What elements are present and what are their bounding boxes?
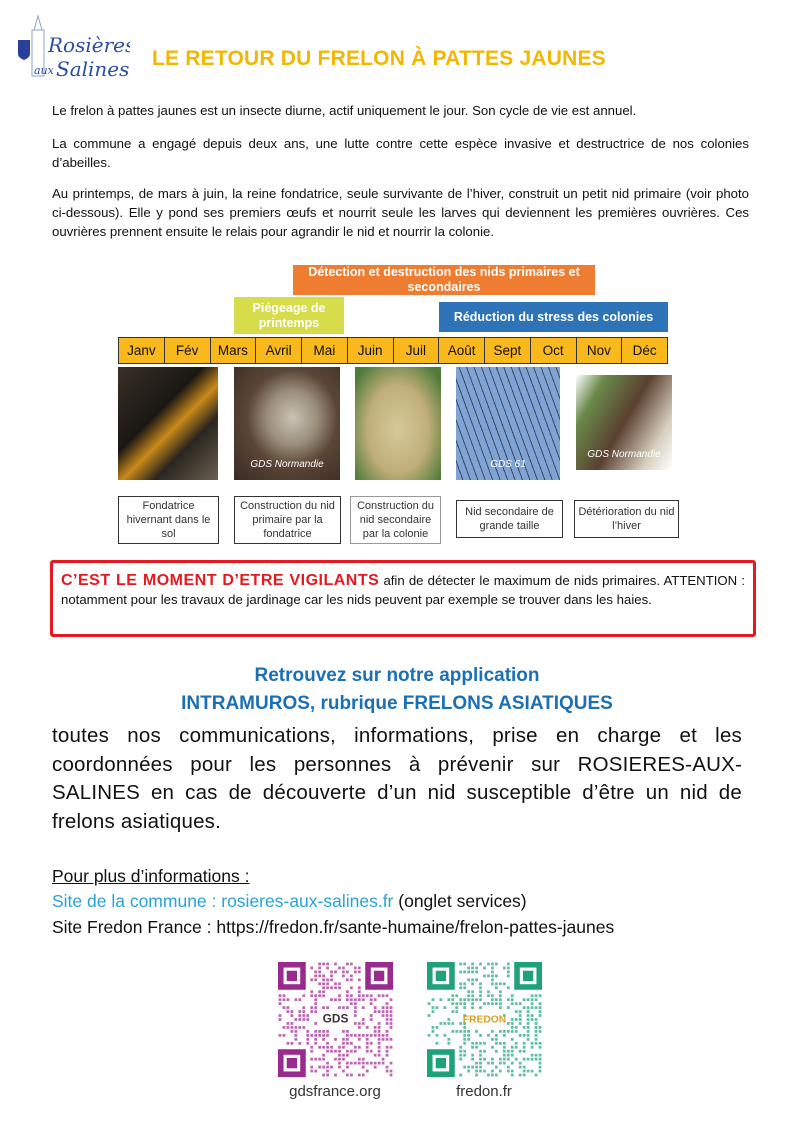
photo-nid-hiver: GDS Normandie [576,375,672,470]
reduction-bar: Réduction du stress des colonies [439,302,668,332]
fredon-logo: FREDON [462,1014,507,1026]
gds-logo: GDS [322,1011,349,1026]
caption-fondatrice: Fondatrice hivernant dans le sol [118,496,219,544]
months-row [118,337,668,364]
month-cell: Août [439,338,485,363]
caption-grand-nid: Nid secondaire de grande taille [456,500,563,538]
commune-paragraph: La commune a engagé depuis deux ans, une lutte contre cette espèce invasive et destructrice de nos colonies d’abeilles. [52,136,749,170]
rosieres-logo [14,12,130,82]
app-heading-2: INTRAMUROS, rubrique FRELONS ASIATIQUES [181,693,613,714]
photo-fondatrice [118,367,218,480]
month-cell: Mars [211,338,257,363]
photo-nid-secondaire [355,367,441,480]
month-cell: Fév [165,338,211,363]
month-cell: Juin [348,338,394,363]
fredon-qr-code[interactable] [427,962,542,1077]
month-cell: Sept [485,338,531,363]
vigilance-alert: C’EST LE MOMENT D’ETRE VIGILANTS afin de détecter le maximum de nids primaires. ATTENTION : notamment pour les travaux de jardinage car les nids peuvent par exemple se trouver dans les haies. [50,560,756,637]
caption-nid-secondaire: Construction du nid secondaire par la colonie [350,496,441,544]
photo-nid-primaire: GDS Normandie [234,367,340,480]
svg-text:aux: aux [34,64,54,77]
photo-grand-nid: GDS 61 [456,367,560,480]
caption-nid-primaire: Construction du nid primaire par la fondatrice [234,496,341,544]
month-cell: Mai [302,338,348,363]
intro-paragraph: Le frelon à pattes jaunes est un insecte diurne, actif uniquement le jour. Son cycle de vie est annuel. [52,103,637,118]
page-title: LE RETOUR DU FRELON À PATTES JAUNES [152,47,606,70]
commune-site-link[interactable]: Site de la commune : rosieres-aux-salines.fr [52,891,394,911]
month-cell: Avril [256,338,302,363]
spring-paragraph: Au printemps, de mars à juin, la reine fondatrice, seule survivante de l’hiver, construit un petit nid primaire (voir photo ci-dessous). Elle y pond ses premiers œufs et nourrit seule les larves qui deviennent les premières ouvrières. Ces ouvrières prennent ensuite le relais pour agrandir le nid et nourrir la colonie. [52,186,749,239]
commune-site-suffix: (onglet services) [393,891,527,911]
piegeage-bar: Piégeage de printemps [234,297,344,334]
body-text: toutes nos communications, informations, prise en charge et les coordonnées pour les personnes à prévenir sur ROSIERES-AUX-SALINES en cas de découverte d’un nid susceptible d’être un nid de frelons asiatiques. [52,724,742,833]
more-info-heading: Pour plus d’informations : [52,866,250,886]
month-cell: Déc [632,343,657,358]
month-cell: Oct [531,338,577,363]
month-cell: Janv [119,338,165,363]
month-cell: Juil [394,338,440,363]
caption-nid-hiver: Détérioration du nid l’hiver [574,500,679,538]
gds-qr-label: gdsfrance.org [289,1083,381,1100]
fredon-site-link[interactable]: Site Fredon France : https://fredon.fr/sante-humaine/frelon-pattes-jaunes [52,917,615,937]
svg-text:Rosières: Rosières [48,33,130,57]
gds-qr-code[interactable] [278,962,393,1077]
month-cell: Nov [577,338,623,363]
svg-text:Salines: Salines [56,57,130,81]
fredon-qr-label: fredon.fr [456,1083,512,1100]
detection-bar: Détection et destruction des nids primaires et secondaires [293,265,595,295]
app-heading-1: Retrouvez sur notre application [254,665,540,686]
